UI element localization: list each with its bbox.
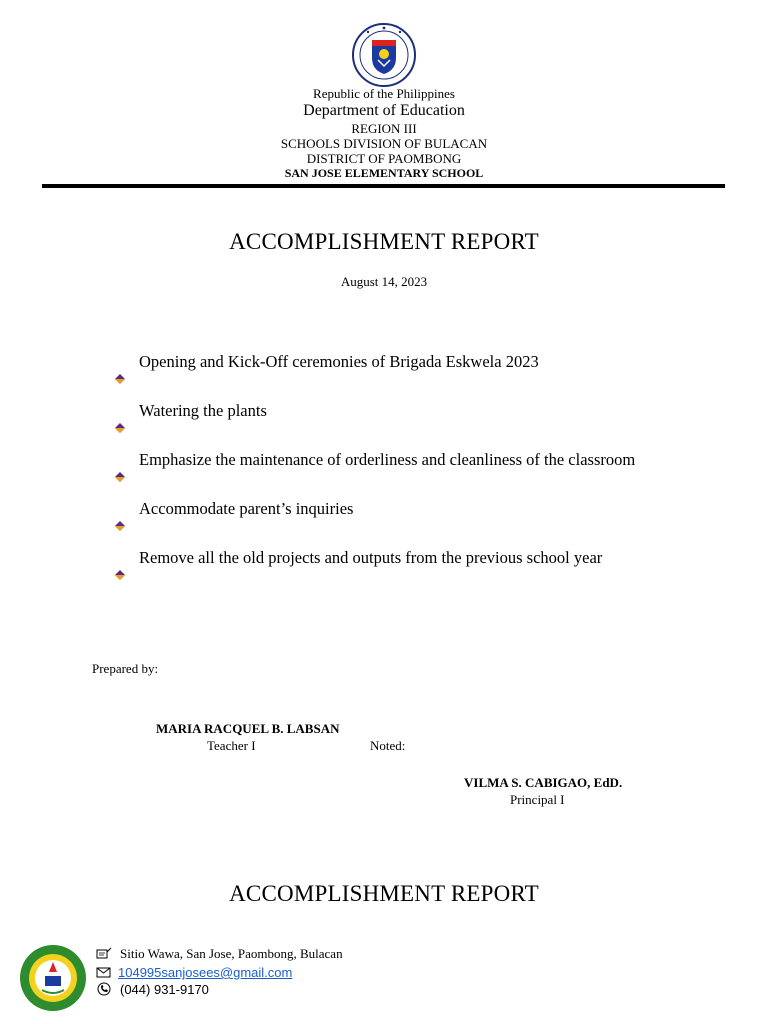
bullet-icon: [114, 453, 126, 465]
deped-seal: [346, 22, 422, 88]
list-item: Remove all the old projects and outputs from the previous school year: [112, 533, 674, 582]
approver-name: VILMA S. CABIGAO, EdD.: [464, 775, 623, 790]
preparer-name: MARIA RACQUEL B. LABSAN: [156, 721, 340, 736]
header-line-school: SAN JOSE ELEMENTARY SCHOOL: [284, 166, 484, 180]
phone-text: (044) 931-9170: [120, 982, 209, 997]
bullet-icon: [114, 355, 126, 367]
approver-title: Principal I: [510, 792, 565, 807]
accomplishment-list: [112, 337, 674, 582]
header-rule: [42, 184, 725, 188]
header-line-division: SCHOOLS DIVISION OF BULACAN: [280, 136, 488, 151]
list-item: Emphasize the maintenance of orderliness and cleanliness of the classroom: [112, 435, 674, 484]
phone-icon: [96, 982, 112, 1001]
header-line-republic: Republic of the Philippines: [313, 86, 455, 101]
prepared-by-label: Prepared by:: [92, 661, 159, 676]
bullet-icon: [114, 404, 126, 416]
list-item: Watering the plants: [112, 386, 674, 435]
header-line-region: REGION III: [351, 121, 417, 136]
email-link[interactable]: 104995sanjosees@gmail.com: [118, 965, 293, 980]
list-item: Opening and Kick-Off ceremonies of Brigada Eskwela 2023: [112, 337, 674, 386]
address-icon: [96, 946, 112, 965]
noted-label: Noted:: [370, 738, 406, 753]
report-date: August 14, 2023: [340, 274, 428, 289]
preparer-title: Teacher I: [207, 738, 256, 753]
header-line-department: Department of Education: [303, 102, 465, 119]
repeat-report-title: ACCOMPLISHMENT REPORT: [229, 881, 539, 906]
list-item: Accommodate parent’s inquiries: [112, 484, 674, 533]
school-logo: [18, 942, 88, 1014]
header-line-district: DISTRICT OF PAOMBONG: [306, 151, 462, 166]
bullet-icon: [114, 502, 126, 514]
report-title: ACCOMPLISHMENT REPORT: [229, 229, 539, 254]
address-text: Sitio Wawa, San Jose, Paombong, Bulacan: [120, 946, 343, 961]
bullet-icon: [114, 551, 126, 563]
